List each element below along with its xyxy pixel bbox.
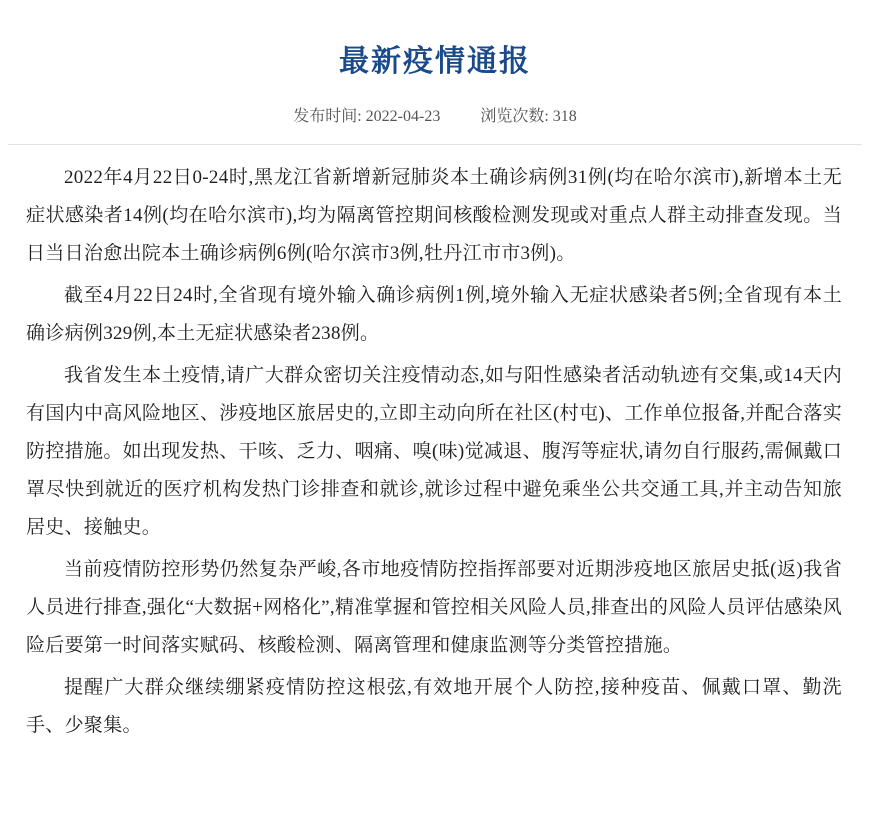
paragraph: 我省发生本土疫情,请广大群众密切关注疫情动态,如与阳性感染者活动轨迹有交集,或14天内有国内中高风险地区、涉疫地区旅居史的,立即主动向所在社区(村屯)、工作单位报备,并配合落实防控措施。如出现发热、干咳、乏力、咽痛、嗅(味)觉减退、腹泻等症状,请勿自行服药,需佩戴口罩尽快到就近的医疗机构发热门诊排查和就诊,就诊过程中避免乘坐公共交通工具,并主动告知旅居史、接触史。	[26, 365, 842, 539]
page-title: 最新疫情通报	[339, 44, 531, 80]
article-body	[0, 145, 870, 745]
article-meta	[0, 103, 870, 126]
paragraph: 截至4月22日24时,全省现有境外输入确诊病例1例,境外输入无症状感染者5例;全省现有本土确诊病例329例,本土无症状感染者238例。	[26, 285, 842, 345]
article-page	[0, 20, 870, 820]
publish-time-label: 发布时间:	[293, 108, 362, 126]
view-count	[480, 103, 576, 126]
paragraph: 当前疫情防控形势仍然复杂严峻,各市地疫情防控指挥部要对近期涉疫地区旅居史抵(返)我省人员进行排查,强化“大数据+网格化”,精准掌握和管控相关风险人员,排查出的风险人员评估感染风险后要第一时间落实赋码、核酸检测、隔离管理和健康监测等分类管控措施。	[26, 559, 842, 657]
publish-time	[293, 103, 440, 126]
publish-time-value: 2022-04-23	[365, 108, 441, 126]
view-count-label: 浏览次数:	[480, 108, 549, 126]
paragraph: 提醒广大群众继续绷紧疫情防控这根弦,有效地开展个人防控,接种疫苗、佩戴口罩、勤洗手、少聚集。	[26, 677, 842, 737]
view-count-value: 318	[552, 108, 577, 126]
paragraph: 2022年4月22日0-24时,黑龙江省新增新冠肺炎本土确诊病例31例(均在哈尔滨市),新增本土无症状感染者14例(均在哈尔滨市),均为隔离管控期间核酸检测发现或对重点人群主动排查发现。当日当日治愈出院本土确诊病例6例(哈尔滨市3例,牡丹江市市3例)。	[26, 167, 842, 265]
